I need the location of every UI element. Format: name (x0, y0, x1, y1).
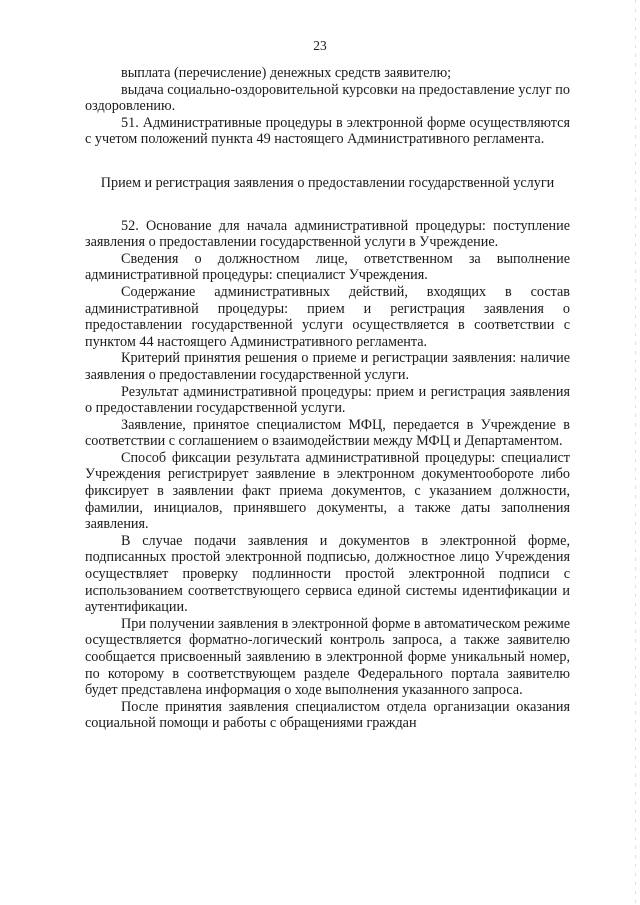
paragraph-52: 52. Основание для начала административной процедуры: поступление заявления о предоставлении государственной услуги в Учреждение. (85, 217, 570, 251)
paragraph-automatic-control: При получении заявления в электронной форме в автоматическом режиме осуществляется форматно-логический контроль запроса, а также заявителю сообщается присвоенный заявлению в электронной форме уникальный номер, по которому в соответствующем разделе Федерального портала заявителю будет представлена информация о ходе выполнения указанного запроса. (85, 615, 570, 699)
paragraph-actions-content: Содержание административных действий, входящих в состав административной процедуры: прием и регистрация заявления о предоставлении государственной услуги осуществляется в соответствии с пунктом 44 настоящего Административного регламента. (85, 283, 570, 350)
paragraph-fixation-method: Способ фиксации результата административной процедуры: специалист Учреждения регистрирует заявление в электронном документообороте либо фиксирует в заявлении факт приема документов, с указанием должности, фамилии, инициалов, принявшего документы, а также даты заполнения заявления. (85, 449, 570, 533)
paragraph-responsible-official: Сведения о должностном лице, ответственном за выполнение административной процедуры: специалист Учреждения. (85, 250, 570, 284)
paragraph-after-acceptance: После принятия заявления специалистом отдела организации оказания социальной помощи и работы с обращениями граждан (85, 698, 570, 732)
paragraph-payment: выплата (перечисление) денежных средств заявителю; (121, 65, 452, 81)
scan-edge-artifact (635, 0, 636, 905)
paragraph-electronic-signature: В случае подачи заявления и документов в электронной форме, подписанных простой электронной подписью, должностное лицо Учреждения осуществляет проверку подлинности простой электронной подписи с использованием соответствующего сервиса единой системы идентификации и аутентификации. (85, 532, 570, 616)
page-number: 23 (313, 38, 327, 53)
section-heading: Прием и регистрация заявления о предоставлении государственной услуги (100, 174, 555, 191)
paragraph-mfc-transfer: Заявление, принятое специалистом МФЦ, передается в Учреждение в соответствии с соглашением о взаимодействии между МФЦ и Департаментом. (85, 416, 570, 450)
paragraph-51: 51. Административные процедуры в электронной форме осуществляются с учетом положений пункта 49 настоящего Административного регламента. (85, 114, 570, 148)
document-body (85, 65, 570, 732)
paragraph-procedure-result: Результат административной процедуры: прием и регистрация заявления о предоставлении государственной услуги. (85, 383, 570, 417)
paragraph-decision-criterion: Критерий принятия решения о приеме и регистрации заявления: наличие заявления о предоставлении государственной услуги. (85, 350, 570, 383)
paragraph-voucher: выдача социально-оздоровительной курсовки на предоставление услуг по оздоровлению. (85, 81, 570, 115)
